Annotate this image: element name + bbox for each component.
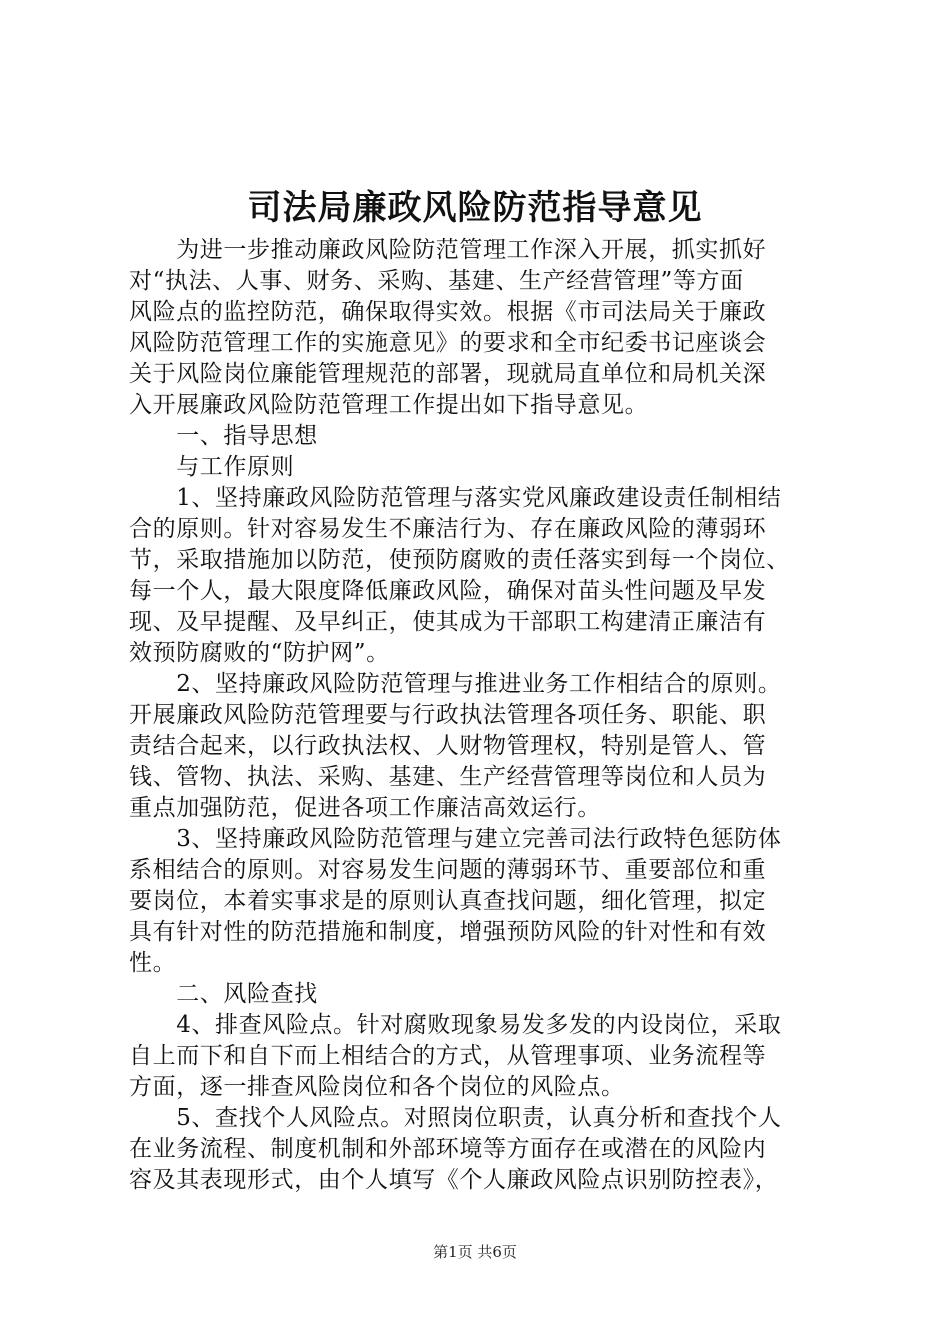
body-line: 风险防范管理工作的实施意见》的要求和全市纪委书记座谈会 xyxy=(129,330,767,356)
body-line: 自上而下和自下而上相结合的方式，从管理事项、业务流程等 xyxy=(129,1043,767,1069)
body-line: 方面，逐一排查风险岗位和各个岗位的风险点。 xyxy=(129,1074,625,1100)
body-line: 开展廉政风险防范管理要与行政执法管理各项任务、职能、职 xyxy=(129,702,767,728)
section-heading: 与工作原则 xyxy=(129,454,295,480)
body-line: 具有针对性的防范措施和制度，增强预防风险的针对性和有效 xyxy=(129,919,767,945)
body-line: 性。 xyxy=(129,950,177,976)
body-line: 容及其表现形式，由个人填写《个人廉政风险点识别防控表》， xyxy=(129,1167,779,1193)
body-line: 关于风险岗位廉能管理规范的部署，现就局直单位和局机关深 xyxy=(129,361,767,387)
body-line: 入开展廉政风险防范管理工作提出如下指导意见。 xyxy=(129,392,649,418)
body-line: 风险点的监控防范，确保取得实效。根据《市司法局关于廉政 xyxy=(129,299,767,325)
body-line: 为进一步推动廉政风险防范管理工作深入开展，抓实抓好 xyxy=(129,237,767,263)
body-line: 系相结合的原则。对容易发生问题的薄弱环节、重要部位和重 xyxy=(129,857,767,883)
section-heading: 二、风险查找 xyxy=(129,981,318,1007)
body-line: 在业务流程、制度机制和外部环境等方面存在或潜在的风险内 xyxy=(129,1136,767,1162)
body-line: 每一个人，最大限度降低廉政风险，确保对苗头性问题及早发 xyxy=(129,578,767,604)
body-line: 4、排查风险点。针对腐败现象易发多发的内设岗位，采取 xyxy=(129,1012,782,1038)
body-line: 对“执法、人事、财务、采购、基建、生产经营管理”等方面 xyxy=(129,268,744,294)
document-body xyxy=(129,235,829,1196)
body-line: 3、坚持廉政风险防范管理与建立完善司法行政特色惩防体 xyxy=(129,826,782,852)
body-line: 钱、管物、执法、采购、基建、生产经营管理等岗位和人员为 xyxy=(129,764,767,790)
body-line: 2、坚持廉政风险防范管理与推进业务工作相结合的原则。 xyxy=(129,671,782,697)
section-heading: 一、指导思想 xyxy=(129,423,318,449)
body-line: 效预防腐败的“防护网”。 xyxy=(129,640,390,666)
body-line: 5、查找个人风险点。对照岗位职责，认真分析和查找个人 xyxy=(129,1105,782,1131)
body-line: 1、坚持廉政风险防范管理与落实党风廉政建设责任制相结 xyxy=(129,485,782,511)
document-title: 司法局廉政风险防范指导意见 xyxy=(247,188,703,228)
body-line: 合的原则。针对容易发生不廉洁行为、存在廉政风险的薄弱环 xyxy=(129,516,767,542)
body-line: 现、及早提醒、及早纠正，使其成为干部职工构建清正廉洁有 xyxy=(129,609,767,635)
body-line: 要岗位，本着实事求是的原则认真查找问题，细化管理，拟定 xyxy=(129,888,767,914)
body-line: 重点加强防范，促进各项工作廉洁高效运行。 xyxy=(129,795,601,821)
body-line: 责结合起来，以行政执法权、人财物管理权，特别是管人、管 xyxy=(129,733,767,759)
body-line: 节，采取措施加以防范，使预防腐败的责任落实到每一个岗位、 xyxy=(129,547,790,573)
page-footer: 第1页 共6页 xyxy=(433,1243,517,1261)
